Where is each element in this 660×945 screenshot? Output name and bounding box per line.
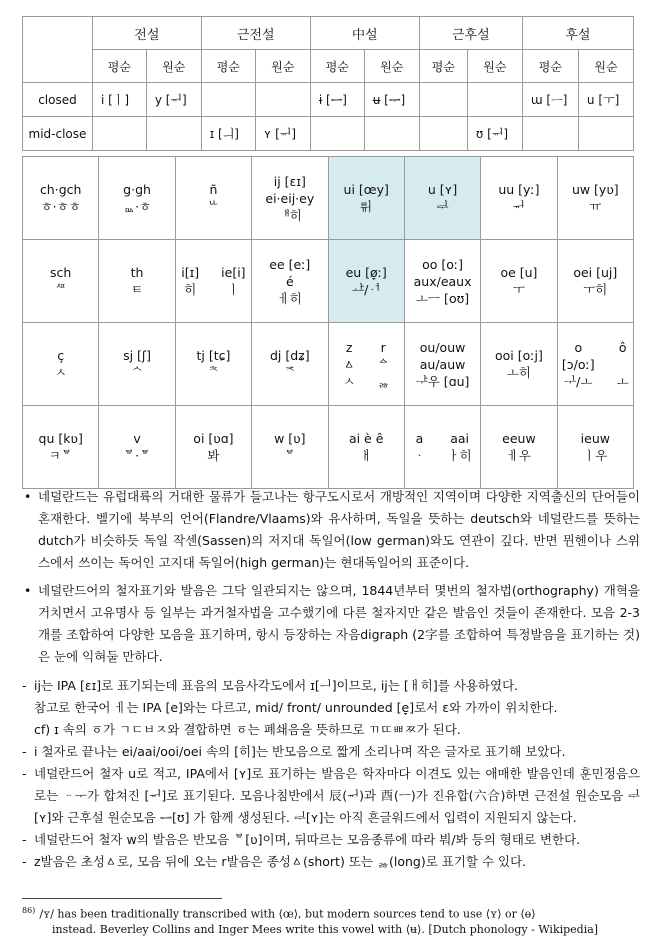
spelling-line: ch·gch (39, 182, 82, 197)
spelling-cell (252, 157, 328, 240)
bullet-dot: • (24, 489, 32, 504)
note-line: 참고로 한국어 ㅔ는 IPA [e]와는 다르고, mid/ front/ unrounded [e̞]로서 ɛ와 가까이 위치한다. (34, 700, 558, 715)
spelling-cell (481, 323, 557, 406)
spelling-cell (23, 323, 99, 406)
spelling-line: ᅷ우 [ɑu] (415, 373, 470, 389)
spelling-line: ᄴᆔ (360, 199, 373, 214)
spelling-cell (175, 157, 251, 240)
spelling-line: ᆔ (512, 199, 525, 214)
footnote-number: 86) (22, 906, 36, 915)
spelling-cell (404, 406, 480, 489)
footnote-rule (22, 898, 222, 899)
spelling-pair (407, 430, 478, 464)
note-line: z발음은 초성ㅿ로, 모음 뒤에 오는 r발음은 종성ㅿ(short) 또는 ᆶ(long)로 표기할 수 있다. (34, 854, 527, 869)
vowel-cell: ɪ [ㅢ] (201, 117, 255, 151)
vowel-subheader: 평순 (419, 50, 467, 83)
spelling-cell (99, 323, 175, 406)
vowel-group-header: 후설 (522, 17, 633, 50)
vowel-cell (310, 117, 364, 151)
spelling-line: ᄔ (207, 199, 220, 214)
spelling-line: ㅅ (343, 373, 356, 389)
dash-marker: - (22, 854, 27, 869)
spelling-line: ᅀ (377, 356, 390, 372)
vowel-subheader: 원순 (364, 50, 419, 83)
spelling-line: ㅠ (589, 199, 602, 214)
spelling-cell (404, 240, 480, 323)
spelling-cell (175, 323, 251, 406)
spelling-cell (481, 240, 557, 323)
vowel-subheader: 평순 (92, 50, 146, 83)
spelling-pair-column (377, 339, 389, 390)
vowel-group-header: 전설 (92, 17, 201, 50)
spelling-cell (175, 240, 251, 323)
spelling-cell (99, 240, 175, 323)
vowel-cell (364, 117, 419, 151)
vowel-chart-table (22, 16, 634, 151)
vowel-cell (419, 83, 467, 117)
note-line: ij는 IPA [ɛɪ]로 표기되는데 표음의 모음사각도에서 ɪ[ᅴ]이므로, ij는 [ㅐ히]를 사용하였다. (34, 678, 519, 693)
spelling-line: ᆶ (377, 373, 390, 389)
spelling-cell (175, 406, 251, 489)
vowel-cell (92, 117, 146, 151)
note-line: cf) ɪ 속의 ㆆ가 ㄱㄷㅂㅈ와 결합하면 ㆆ는 폐쇄음을 뜻하므로 ㄲㄸㅃㅉ가 된다. (34, 722, 461, 737)
dash-marker: - (22, 766, 27, 781)
spelling-line: ç (57, 348, 65, 363)
dash-note (22, 675, 640, 741)
spelling-line: 봐 (207, 448, 220, 463)
dash-marker: - (22, 678, 27, 693)
vowel-group-header: 근후설 (419, 17, 522, 50)
spelling-line: ㅜ (512, 282, 525, 297)
spelling-line: ieuw (580, 431, 610, 446)
spelling-cell (557, 240, 633, 323)
vowel-cell (419, 117, 467, 151)
vowel-cell (522, 117, 578, 151)
spelling-line: au/auw (419, 356, 466, 372)
spelling-line: th (130, 265, 144, 280)
spelling-line: r (380, 339, 386, 355)
spelling-pair-column (413, 430, 425, 464)
spelling-line: i[ɪ] (181, 265, 200, 280)
spelling-line: ᅐ (283, 365, 296, 380)
vowel-row-label: mid-close (23, 117, 93, 151)
vowel-row (23, 83, 634, 117)
vowel-cell (255, 83, 310, 117)
bullet-paragraph (22, 486, 640, 574)
spelling-line: ᆛ/ㅗ (564, 373, 593, 389)
vowel-cell (578, 117, 633, 151)
vowel-group-header: 근전설 (201, 17, 310, 50)
spelling-row (23, 157, 634, 240)
spelling-line: ㅎ·ㅎㅎ (40, 199, 81, 214)
spelling-line: g·gh (123, 182, 151, 197)
vowel-row (23, 117, 634, 151)
spelling-line: ㅗㅡ [oʊ] (415, 290, 470, 306)
footnote-line-2: instead. Beverley Collins and Inger Mees write this vowel with ⟨ʉ⟩. [Dutch phonology - Wikipedia] (52, 922, 599, 936)
spelling-cell (99, 157, 175, 240)
spelling-line: ㅅ (54, 365, 67, 380)
spelling-table (22, 156, 634, 489)
corner-cell (23, 17, 93, 83)
spelling-line: ᇟ·ㅎ (123, 199, 152, 214)
spelling-line: ᄫ (283, 448, 296, 463)
spelling-line: ᄾ (131, 365, 144, 380)
vowel-cell (201, 83, 255, 117)
dash-note (22, 763, 640, 829)
vowel-cell: ɯ [ᅳ] (522, 83, 578, 117)
footnote-line-1: /ʏ/ has been traditionally transcribed with ⟨œ⟩, but modern sources tend to use ⟨ʏ⟩ or ⟨ɵ⟩ (39, 907, 536, 921)
spelling-line: ai è ê (348, 431, 384, 446)
spelling-line: tj [tɕ] (196, 348, 231, 363)
spelling-cell (328, 406, 404, 489)
spelling-line: ㅌ (131, 282, 144, 297)
spelling-line: ou/ouw (419, 339, 466, 355)
vowel-cell: u [ㅜ] (578, 83, 633, 117)
spelling-line: eu [ø̞ː] (345, 265, 387, 280)
bullet-paragraph (22, 580, 640, 668)
spelling-line: sj [ʃ] (123, 348, 152, 363)
spelling-cell (404, 323, 480, 406)
spelling-line: ᄫ·ᅗ (123, 448, 152, 463)
spelling-line: v (133, 431, 141, 446)
spelling-line: é (285, 273, 294, 289)
vowel-cell: ʊ [ᆔ] (467, 117, 522, 151)
vowel-subheader: 원순 (467, 50, 522, 83)
spelling-pair-column (562, 339, 595, 390)
note-line: 네덜란드어 철자 w의 발음은 반모음 ᄫ[ʋ]이며, 뒤따르는 모음종류에 따라 붜/봐 등의 형태로 변한다. (34, 832, 581, 847)
dash-notes (22, 675, 640, 873)
vowel-cell: ʉ [ᆕ] (364, 83, 419, 117)
vowel-cell: ɨ [ᆖ] (310, 83, 364, 117)
spelling-pair-column (343, 339, 355, 390)
spelling-line: ㅐ (360, 448, 373, 463)
spelling-line: ㅜ히 (583, 282, 608, 297)
spelling-cell (481, 406, 557, 489)
spelling-line: ee [eː] (269, 256, 311, 272)
bullet-text: 네덜란드는 유럽대륙의 거대한 물류가 들고나는 항구도시로서 개방적인 지역이며 다양한 지역출신의 단어들이 혼재한다. 벨기에 북부의 언어(Flandre/Vlaams)와 유사하며, 독일을 뜻하는 deutsch와 네덜란드를 뜻하는 dutch가 비슷하듯 독일 작센(Sassen)의 저지대 독일어(low german)와도 연관이 깊다. 반면 뮌헨이나 스위스에서 쓰이는 독어인 고지대 독일어(high german)는 현대독일어의 표준이다. (38, 489, 640, 570)
spelling-line: a (415, 431, 424, 446)
spelling-pair-column (181, 264, 199, 298)
spelling-line: aux/eaux (413, 273, 472, 289)
spelling-cell (23, 157, 99, 240)
spelling-pair (178, 264, 249, 298)
spelling-line: ij [ɛɪ] (273, 173, 306, 189)
spelling-line: oe [u] (500, 265, 538, 280)
note-line: 도 있는 애매한 발음인데 훈민정음으로는 ᆢᅮ가 합쳐진 [ᆔ]로 표기된다. 모음나침반에서 辰(ᆔ)과 酉(ㅡ)가 진유합(六合)하면 근전설 원순모음 ᆗ[ʏ]와 근후설 원순모음 ᆖ[ʊ] 가 함께 생성된다. ᆗ[ʏ]는 아직 흔글워드에서 입력이 지원되지 않는다. (34, 766, 640, 825)
spelling-line: ô (618, 339, 627, 355)
spelling-pair (331, 339, 402, 390)
spelling-pair-column (617, 339, 629, 390)
note-line: i 철자로 끝나는 ei/aai/ooi/oei 속의 [히]는 반모음으로 짧게 소리나며 작은 글자로 표기해 보았다. (34, 744, 566, 759)
spelling-line: ᆗ (436, 199, 449, 214)
spelling-cell (23, 406, 99, 489)
spelling-line: ui [œy] (343, 182, 389, 197)
spelling-line: ㅗ히 (506, 365, 532, 380)
spelling-line: [ɔ/oː] (561, 356, 595, 372)
vowel-cell (146, 117, 201, 151)
spelling-line: ᅢ히 (277, 207, 302, 223)
spelling-line: ㅣ (227, 282, 240, 297)
spelling-line: w [ʋ] (274, 431, 306, 446)
spelling-cell (252, 240, 328, 323)
spelling-cell (481, 157, 557, 240)
vowel-subheader: 원순 (578, 50, 633, 83)
vowel-subheader: 평순 (522, 50, 578, 83)
spelling-line: z (345, 339, 353, 355)
spelling-line: qu [kʋ] (38, 431, 83, 446)
spelling-cell (99, 406, 175, 489)
spelling-line: ㅋᄫ (48, 448, 73, 463)
vowel-subheader: 원순 (146, 50, 201, 83)
bullet-dot: • (24, 583, 32, 598)
spelling-cell (328, 240, 404, 323)
vowel-cell: ʏ [ᆔ] (255, 117, 310, 151)
spelling-line (617, 356, 629, 373)
spelling-line: oei [uj] (573, 265, 618, 280)
spelling-line: ᅕ (207, 365, 220, 380)
spelling-line: uw [yʋ] (571, 182, 619, 197)
vowel-cell (467, 83, 522, 117)
spelling-cell (328, 157, 404, 240)
spelling-cell (23, 240, 99, 323)
spelling-row (23, 406, 634, 489)
vowel-subheader-row (23, 50, 634, 83)
spelling-line: ㅔ우 (506, 448, 532, 463)
spelling-line: ᆞ (413, 448, 426, 463)
spelling-line: ㅣ우 (583, 448, 608, 463)
spelling-line: ㅔ히 (277, 290, 302, 306)
vowel-row-label: closed (23, 83, 93, 117)
footnote (22, 903, 640, 937)
spelling-line: dj [dʑ] (269, 348, 310, 363)
vowel-header-row (23, 17, 634, 50)
spelling-line: ㅿ (343, 356, 356, 372)
vowel-group-header: 中설 (310, 17, 419, 50)
spelling-row (23, 240, 634, 323)
spelling-cell (404, 157, 480, 240)
spelling-cell (252, 323, 328, 406)
vowel-cell: y [ᆔ] (146, 83, 201, 117)
spelling-line: ᅶ/ᆟ (352, 282, 381, 297)
spelling-cell (557, 323, 633, 406)
note-line: 네덜란드어 철자 u로 적고, IPA에서 [ʏ]로 표기하는 발음은 학자마다 이견 (34, 766, 440, 781)
spelling-line: oi [ʋɑ] (193, 431, 234, 446)
spelling-line: eeuw (502, 431, 536, 446)
vowel-subheader: 평순 (310, 50, 364, 83)
vowel-subheader: 평순 (201, 50, 255, 83)
spelling-line: ㅗ (616, 373, 629, 389)
spelling-pair-column (448, 430, 472, 464)
dash-note (22, 851, 640, 873)
spelling-pair (560, 339, 631, 390)
spelling-cell (328, 323, 404, 406)
bullet-text: 네덜란드어의 철자표기와 발음은 그닥 일관되지는 않으며, 1844년부터 몇번의 철자법(orthography) 개혁을 거치면서 고유명사 등 일부는 과거철자법을 고수했기에 다른 철자지만 같은 발음인 것들이 존재한다. 모음 2-3개를 조합하여 다양한 모음을 표기하며, 항시 등장하는 자음digraph (2字를 조합하여 특정발음을 표기하는 것)은 눈에 익혀둘 만하다. (38, 583, 640, 664)
spelling-line: ie[i] (221, 265, 246, 280)
spelling-line: sch (50, 265, 72, 280)
spelling-line: uu [yː] (498, 182, 540, 197)
spelling-line: oo [oː] (422, 256, 463, 272)
spelling-line: ñ (209, 182, 218, 197)
spelling-row (23, 323, 634, 406)
vowel-subheader: 원순 (255, 50, 310, 83)
dash-note (22, 829, 640, 851)
spelling-line: ooi [oːj] (495, 348, 543, 363)
spelling-line: 히 (184, 282, 197, 297)
spelling-cell (557, 157, 633, 240)
dash-note (22, 741, 640, 763)
bullet-paragraphs (22, 486, 640, 674)
spelling-line: ᄺ (54, 282, 67, 297)
dash-marker: - (22, 744, 27, 759)
spelling-cell (252, 406, 328, 489)
vowel-cell: i [ㅣ] (92, 83, 146, 117)
spelling-line: ei·eij·ey (265, 190, 315, 206)
spelling-line: o (574, 339, 583, 355)
dash-marker: - (22, 832, 27, 847)
spelling-cell (557, 406, 633, 489)
spelling-line: aai (450, 431, 469, 446)
spelling-pair-column (221, 264, 245, 298)
spelling-line: u [ʏ] (427, 182, 458, 197)
spelling-line: ㅏ히 (447, 448, 472, 463)
